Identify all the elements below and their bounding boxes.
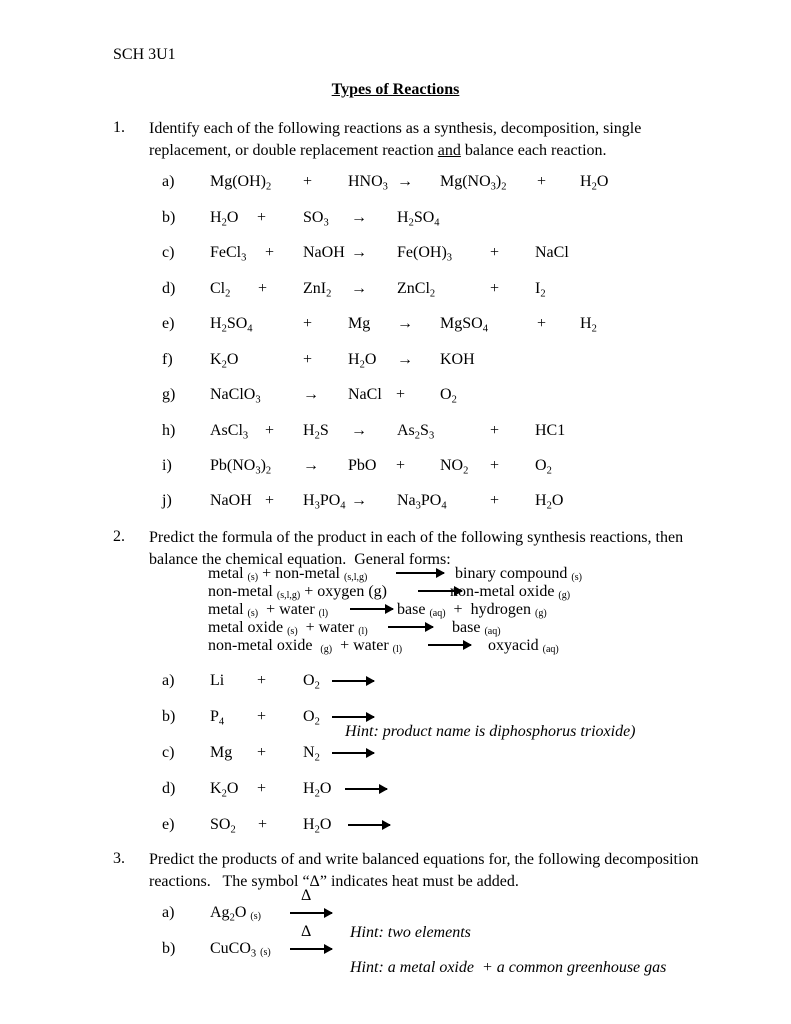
equation-row-label: e) — [162, 816, 175, 833]
q1-prompt-and: and — [437, 142, 461, 159]
chemical-formula: Li — [210, 672, 225, 689]
general-form-left: metal (s) + water (l) — [208, 601, 329, 619]
chemical-formula: $H_2O$ — [303, 816, 332, 836]
plus-sign: + — [396, 457, 406, 474]
equation-row-label: g) — [162, 386, 176, 403]
plus-sign: + — [265, 244, 275, 261]
chemical-formula: $Mg(OH)_2$ — [210, 173, 272, 193]
chemical-formula: HC1 — [535, 422, 566, 439]
arrow-right-icon: → — [397, 315, 413, 332]
plus-sign: + — [257, 209, 267, 226]
chemical-formula: $K_2O$ — [210, 351, 239, 371]
chemical-formula: NaCl — [535, 244, 569, 261]
chemical-formula: Mg — [210, 744, 233, 761]
general-form-right: oxyacid (aq) — [488, 637, 559, 655]
q3-hint-greenhouse-gas: Hint: a metal oxide + a common greenhouse gas — [350, 959, 667, 976]
chemical-formula: $Cl_2$ — [210, 280, 231, 300]
chemical-formula: $H_2SO_4$ — [397, 209, 440, 229]
page-title: Types of Reactions — [331, 81, 460, 98]
arrow-right-icon: → — [351, 244, 367, 261]
chemical-formula: $O_2$ — [440, 386, 457, 406]
q2-number: 2. — [113, 528, 125, 545]
chemical-formula: NaOH — [303, 244, 345, 261]
chemical-formula: $H_2SO_4$ — [210, 315, 253, 335]
chemical-formula: $I_2$ — [535, 280, 546, 300]
chemical-formula: $NO_2$ — [440, 457, 469, 477]
general-form-right: non-metal oxide (g) — [450, 583, 571, 601]
chemical-formula: $SO_2$ — [210, 816, 236, 836]
reaction-arrow-icon — [388, 626, 433, 628]
chemical-formula: $H_2O$ — [303, 780, 332, 800]
q1-prompt-after: balance each reaction. — [460, 142, 607, 159]
plus-sign: + — [537, 315, 547, 332]
reaction-arrow-icon — [332, 752, 374, 754]
delta-symbol: Δ — [301, 923, 312, 940]
plus-sign: + — [257, 672, 267, 689]
chemical-formula: MgSO$_4$ — [440, 315, 488, 335]
general-form-right: base (aq) — [452, 619, 501, 637]
chemical-formula: $Fe(OH)_3$ — [397, 244, 453, 264]
reaction-arrow-icon — [428, 644, 471, 646]
chemical-formula: NaCl — [348, 386, 382, 403]
arrow-right-icon: → — [303, 457, 319, 474]
equation-row-label: a) — [162, 904, 175, 921]
equation-row-label: b) — [162, 708, 176, 725]
plus-sign: + — [257, 780, 267, 797]
chemical-formula: FeCl$_3$ — [210, 244, 247, 264]
plus-sign: + — [258, 280, 268, 297]
equation-row-label: c) — [162, 244, 175, 261]
arrow-right-icon: → — [303, 386, 319, 403]
chemical-formula: $O_2$ — [303, 708, 320, 728]
general-form-left: metal oxide (s) + water (l) — [208, 619, 368, 637]
equation-row-label: c) — [162, 744, 175, 761]
chemical-formula: $SO_3$ — [303, 209, 329, 229]
q1-prompt-before: Identify each of the following reactions as a synthesis, decomposition, single replacement, or double replacement reaction — [149, 120, 646, 159]
reaction-arrow-icon — [332, 716, 374, 718]
chemical-formula: $O_2$ — [535, 457, 552, 477]
plus-sign: + — [303, 351, 313, 368]
plus-sign: + — [490, 244, 500, 261]
plus-sign: + — [265, 422, 275, 439]
general-form-right: binary compound (s) — [455, 565, 582, 583]
equation-row-label: i) — [162, 457, 172, 474]
plus-sign: + — [303, 315, 313, 332]
chemical-formula: NaClO$_3$ — [210, 386, 261, 406]
equation-row-label: d) — [162, 280, 176, 297]
reaction-arrow-icon — [332, 680, 374, 682]
chemical-formula: Mg — [348, 315, 371, 332]
plus-sign: + — [257, 708, 267, 725]
reaction-arrow-icon — [396, 572, 444, 574]
chemical-formula: ZnCl$_2$ — [397, 280, 436, 300]
chemical-formula: $Na_3PO_4$ — [397, 492, 447, 512]
chemical-formula: $H_2O$ — [535, 492, 564, 512]
reaction-arrow-icon — [350, 608, 393, 610]
course-code: SCH 3U1 — [113, 46, 176, 63]
chemical-formula: $Ag_2O$ (s) — [210, 904, 261, 924]
chemical-formula: $P_4$ — [210, 708, 225, 728]
chemical-formula: $H_2O$ — [210, 209, 239, 229]
q3-hint-two-elements: Hint: two elements — [350, 924, 471, 941]
chemical-formula: AsCl$_3$ — [210, 422, 249, 442]
equation-row-label: b) — [162, 209, 176, 226]
plus-sign: + — [490, 422, 500, 439]
q2-prompt: Predict the formula of the product in each of the following synthesis reactions, then balance the chemical equation. General forms: — [149, 529, 688, 568]
chemical-formula: $O_2$ — [303, 672, 320, 692]
plus-sign: + — [258, 816, 268, 833]
chemical-formula: ZnI$_2$ — [303, 280, 332, 300]
chemical-formula: $H_2O$ — [580, 173, 609, 193]
arrow-right-icon: → — [351, 492, 367, 509]
plus-sign: + — [257, 744, 267, 761]
plus-sign: + — [396, 386, 406, 403]
chemical-formula: $H_3PO_4$ — [303, 492, 346, 512]
plus-sign: + — [265, 492, 275, 509]
general-form-left: metal (s) + non-metal (s,l,g) — [208, 565, 368, 583]
equation-row-label: d) — [162, 780, 176, 797]
chemical-formula: $K_2O$ — [210, 780, 239, 800]
chemical-formula: $H_2O$ — [348, 351, 377, 371]
delta-symbol: Δ — [301, 887, 312, 904]
plus-sign: + — [303, 173, 313, 190]
reaction-arrow-icon — [348, 824, 390, 826]
arrow-right-icon: → — [351, 280, 367, 297]
general-form-left: non-metal oxide (g) + water (l) — [208, 637, 403, 655]
q1-number: 1. — [113, 119, 125, 136]
arrow-right-icon: → — [397, 173, 413, 190]
chemical-formula: $N_2$ — [303, 744, 320, 764]
q3-prompt: Predict the products of and write balanced equations for, the following decomposition reactions. The symbol “Δ” indicates heat must be added. — [149, 851, 703, 890]
chemical-formula: PbO — [348, 457, 377, 474]
equation-row-label: j) — [162, 492, 172, 509]
plus-sign: + — [490, 457, 500, 474]
q1-prompt — [149, 118, 724, 162]
chemical-formula: $H_2S$ — [303, 422, 329, 442]
q2-hint-diphosphorus: Hint: product name is diphosphorus trioxide) — [345, 723, 636, 740]
equation-row-label: e) — [162, 315, 175, 332]
general-form-right: base (aq) + hydrogen (g) — [397, 601, 547, 619]
reaction-arrow-icon — [345, 788, 387, 790]
chemical-formula: KOH — [440, 351, 475, 368]
chemical-formula: $As_2S_3$ — [397, 422, 435, 442]
chemical-formula: $HNO_3$ — [348, 173, 388, 193]
q3-number: 3. — [113, 850, 125, 867]
equation-row-label: a) — [162, 672, 175, 689]
general-form-left: non-metal (s,l,g) + oxygen (g) — [208, 583, 387, 601]
arrow-right-icon: → — [397, 351, 413, 368]
chemical-formula: $Pb(NO_3)_2$ — [210, 457, 272, 477]
equation-row-label: h) — [162, 422, 176, 439]
reaction-arrow-icon — [290, 948, 332, 950]
reaction-arrow-icon — [290, 912, 332, 914]
arrow-right-icon: → — [351, 422, 367, 439]
equation-row-label: b) — [162, 940, 176, 957]
arrow-right-icon: → — [351, 209, 367, 226]
chemical-formula: NaOH — [210, 492, 252, 509]
chemical-formula: $H_2$ — [580, 315, 597, 335]
plus-sign: + — [490, 280, 500, 297]
equation-row-label: f) — [162, 351, 173, 368]
plus-sign: + — [490, 492, 500, 509]
equation-row-label: a) — [162, 173, 175, 190]
plus-sign: + — [537, 173, 547, 190]
chemical-formula: $Mg(NO_3)_2$ — [440, 173, 507, 193]
chemical-formula: CuCO$_3$ (s) — [210, 940, 271, 960]
